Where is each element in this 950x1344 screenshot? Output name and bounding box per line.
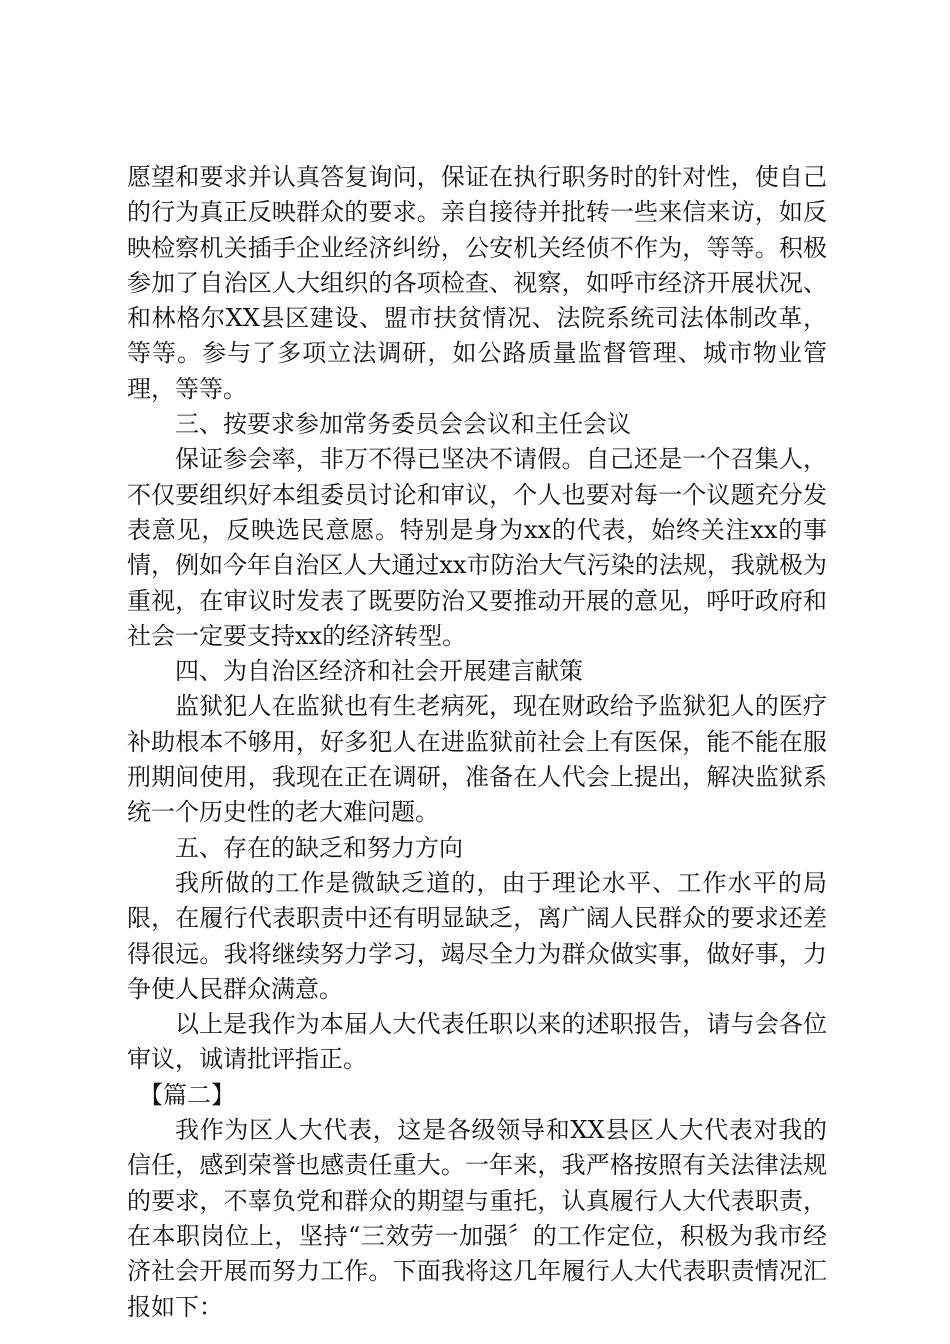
section-heading-3: 三、按要求参加常务委员会会议和主任会议 (175, 410, 631, 439)
paragraph: 我作为区人大代表，这是各级领导和XX县区人大代表对我的信任，感到荣誉也感责任重大。一年来，我严格按照有关法律法规的要求，不辜负党和群众的期望与重托，认真履行人大代表职责，在本职岗位上，坚持“三效劳一加强〞的工作定位，积极为我市经济社会开展而努力工作。下面我将这几年履行人大代表职责情况汇报如下： (127, 1116, 827, 1321)
document-body (127, 160, 827, 1325)
part-heading: 【篇二】 (139, 1080, 235, 1109)
paragraph-continuation: 愿望和要求并认真答复询问，保证在执行职务时的针对性，使自己的行为真正反映群众的要求。亲自接待并批转一些来信来访，如反映检察机关插手企业经济纠纷，公安机关经侦不作为，等等。积极参加了自治区人大组织的各项检查、视察，如呼市经济开展状况、和林格尔XX县区建设、盟市扶贫情况、法院系统司法体制改革，等等。参与了多项立法调研，如公路质量监督管理、城市物业管理，等等。 (127, 163, 827, 403)
paragraph: 监狱犯人在监狱也有生老病死，现在财政给予监狱犯人的医疗补助根本不够用，好多犯人在进监狱前社会上有医保，能不能在服刑期间使用，我现在正在调研，准备在人代会上提出，解决监狱系统一个历史性的老大难问题。 (127, 692, 827, 827)
paragraph: 以上是我作为本届人大代表任职以来的述职报告，请与会各位审议，诚请批评指正。 (127, 1010, 827, 1074)
section-heading-5: 五、存在的缺乏和努力方向 (175, 833, 463, 862)
paragraph: 我所做的工作是微缺乏道的，由于理论水平、工作水平的局限，在履行代表职责中还有明显缺乏，离广阔人民群众的要求还差得很远。我将继续努力学习，竭尽全力为群众做实事，做好事，力争使人民群众满意。 (127, 868, 827, 1003)
section-heading-4: 四、为自治区经济和社会开展建言献策 (175, 657, 583, 686)
paragraph: 保证参会率，非万不得已坚决不请假。自己还是一个召集人，不仅要组织好本组委员讨论和审议，个人也要对每一个议题充分发表意见，反映选民意愿。特别是身为xx的代表，始终关注xx的事情，例如今年自治区人大通过xx市防治大气污染的法规，我就极为重视，在审议时发表了既要防治又要推动开展的意见，呼吁政府和社会一定要支持xx的经济转型。 (127, 445, 827, 650)
